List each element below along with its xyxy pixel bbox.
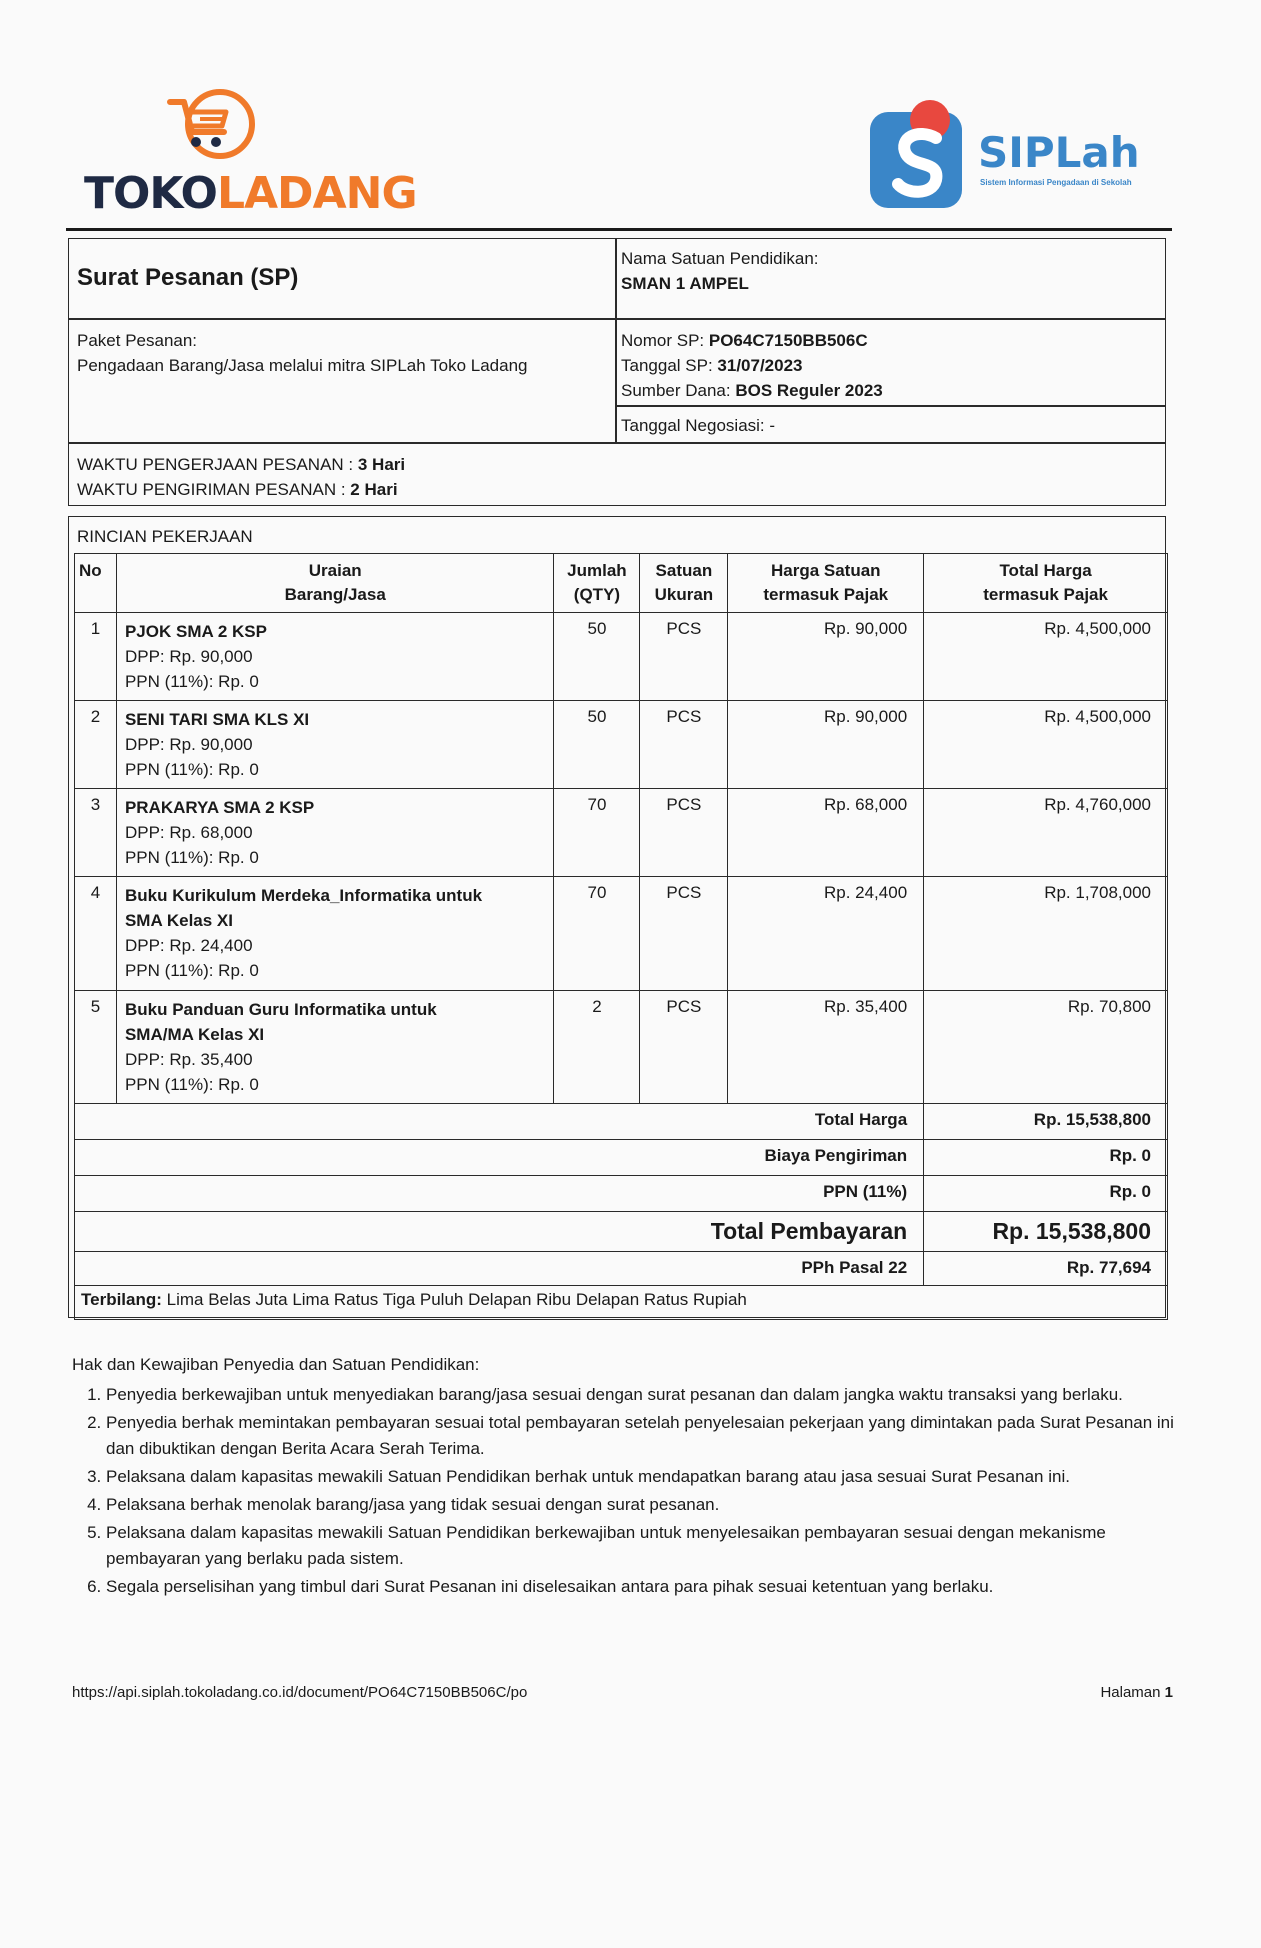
summary-value: Rp. 15,538,800 bbox=[924, 1212, 1168, 1252]
summary-pph bbox=[75, 1252, 1168, 1286]
list-item: 3. Pelaksana dalam kapasitas mewakili Satuan Pendidikan berhak untuk mendapatkan barang atau jasa sesuai Surat Pesanan ini. bbox=[106, 1464, 1182, 1490]
col-harga: Harga Satuan termasuk Pajak bbox=[728, 554, 924, 613]
row-price: Rp. 24,400 bbox=[728, 877, 924, 991]
sumber-dana: Sumber Dana: BOS Reguler 2023 bbox=[621, 381, 883, 400]
package-label: Paket Pesanan: bbox=[77, 331, 198, 350]
row-qty: 2 bbox=[554, 991, 640, 1104]
col-qty: Jumlah (QTY) bbox=[554, 554, 640, 613]
school-label: Nama Satuan Pendidikan: bbox=[621, 249, 819, 268]
col-no: No bbox=[75, 554, 117, 613]
row-price: Rp. 90,000 bbox=[728, 701, 924, 789]
row-total: Rp. 70,800 bbox=[924, 991, 1168, 1104]
row-qty: 50 bbox=[554, 701, 640, 789]
row-unit: PCS bbox=[640, 613, 728, 701]
page-number: Halaman 1 bbox=[1100, 1684, 1173, 1701]
row-price: Rp. 90,000 bbox=[728, 613, 924, 701]
package-value: Pengadaan Barang/Jasa melalui mitra SIPLah Toko Ladang bbox=[77, 356, 528, 375]
col-satuan: Satuan Ukuran bbox=[640, 554, 728, 613]
waktu-pengerjaan: WAKTU PENGERJAAN PESANAN : 3 Hari bbox=[77, 455, 406, 474]
box-divider bbox=[615, 319, 617, 443]
row-item: SENI TARI SMA KLS XI DPP: Rp. 90,000 PPN (11%): Rp. 0 bbox=[116, 701, 554, 789]
table-row bbox=[75, 877, 1168, 991]
summary-total-harga bbox=[75, 1104, 1168, 1140]
table-row bbox=[75, 613, 1168, 701]
row-unit: PCS bbox=[640, 701, 728, 789]
row-no: 2 bbox=[75, 701, 117, 789]
row-no: 4 bbox=[75, 877, 117, 991]
siplah-mark-icon bbox=[870, 98, 970, 210]
row-item: PJOK SMA 2 KSP DPP: Rp. 90,000 PPN (11%): Rp. 0 bbox=[116, 613, 554, 701]
list-item: 4. Pelaksana berhak menolak barang/jasa yang tidak sesuai dengan surat pesanan. bbox=[106, 1492, 1182, 1518]
row-no: 5 bbox=[75, 991, 117, 1104]
list-item: 1. Penyedia berkewajiban untuk menyediakan barang/jasa sesuai dengan surat pesanan dan dalam jangka waktu transaksi yang berlaku. bbox=[106, 1382, 1182, 1408]
col-total: Total Harga termasuk Pajak bbox=[924, 554, 1168, 613]
row-qty: 70 bbox=[554, 789, 640, 877]
box-divider bbox=[615, 405, 1165, 407]
summary-total-pembayaran bbox=[75, 1212, 1168, 1252]
rights-section bbox=[72, 1352, 1182, 1602]
row-total: Rp. 1,708,000 bbox=[924, 877, 1168, 991]
row-total: Rp. 4,500,000 bbox=[924, 613, 1168, 701]
items-table bbox=[74, 553, 1168, 1320]
siplah-tagline: Sistem Informasi Pengadaan di Sekolah bbox=[980, 178, 1132, 187]
box-divider bbox=[615, 239, 617, 319]
order-info-box bbox=[68, 318, 1166, 444]
row-price: Rp. 68,000 bbox=[728, 789, 924, 877]
summary-value: Rp. 0 bbox=[924, 1140, 1168, 1176]
row-qty: 70 bbox=[554, 877, 640, 991]
list-item: 6. Segala perselisihan yang timbul dari Surat Pesanan ini diselesaikan antara para pihak sesuai ketentuan yang berlaku. bbox=[106, 1574, 1182, 1600]
tanggal-sp: Tanggal SP: 31/07/2023 bbox=[621, 356, 803, 375]
document-url: https://api.siplah.tokoladang.co.id/document/PO64C7150BB506C/po bbox=[72, 1684, 528, 1701]
row-item: Buku Panduan Guru Informatika untuk SMA/MA Kelas XI DPP: Rp. 35,400 PPN (11%): Rp. 0 bbox=[116, 991, 554, 1104]
timeline-box bbox=[68, 442, 1166, 506]
rights-list bbox=[72, 1382, 1182, 1600]
school-value: SMAN 1 AMPEL bbox=[621, 274, 749, 293]
summary-label: Biaya Pengiriman bbox=[75, 1140, 924, 1176]
tanggal-negosiasi: Tanggal Negosiasi: - bbox=[621, 416, 776, 435]
tokoladang-wordmark: TOKOLADANG bbox=[84, 168, 417, 219]
summary-label: Total Harga bbox=[75, 1104, 924, 1140]
col-uraian: Uraian Barang/Jasa bbox=[116, 554, 554, 613]
table-row bbox=[75, 789, 1168, 877]
summary-ppn bbox=[75, 1176, 1168, 1212]
summary-terbilang bbox=[75, 1286, 1168, 1320]
row-qty: 50 bbox=[554, 613, 640, 701]
section-title: RINCIAN PEKERJAAN bbox=[77, 527, 253, 546]
row-no: 1 bbox=[75, 613, 117, 701]
list-item: 2. Penyedia berhak memintakan pembayaran sesuai total pembayaran setelah penyelesaian pekerjaan yang dimintakan pada Surat Pesanan ini dan dibuktikan dengan Berita Acara Serah Terima. bbox=[106, 1410, 1182, 1462]
terbilang-cell: Terbilang: Lima Belas Juta Lima Ratus Tiga Puluh Delapan Ribu Delapan Ratus Rupiah bbox=[75, 1286, 1168, 1320]
row-total: Rp. 4,760,000 bbox=[924, 789, 1168, 877]
row-total: Rp. 4,500,000 bbox=[924, 701, 1168, 789]
list-item: 5. Pelaksana dalam kapasitas mewakili Satuan Pendidikan berkewajiban untuk menyelesaikan pembayaran sesuai dengan mekanisme pembayaran yang berlaku pada sistem. bbox=[106, 1520, 1182, 1572]
row-price: Rp. 35,400 bbox=[728, 991, 924, 1104]
summary-value: Rp. 0 bbox=[924, 1176, 1168, 1212]
summary-value: Rp. 15,538,800 bbox=[924, 1104, 1168, 1140]
shopping-cart-logo-icon bbox=[166, 88, 266, 168]
header-rule bbox=[66, 228, 1172, 231]
summary-label: PPN (11%) bbox=[75, 1176, 924, 1212]
row-unit: PCS bbox=[640, 789, 728, 877]
row-item: PRAKARYA SMA 2 KSP DPP: Rp. 68,000 PPN (11%): Rp. 0 bbox=[116, 789, 554, 877]
nomor-sp: Nomor SP: PO64C7150BB506C bbox=[621, 331, 868, 350]
table-row bbox=[75, 701, 1168, 789]
tokoladang-logo bbox=[84, 88, 417, 219]
row-unit: PCS bbox=[640, 991, 728, 1104]
row-no: 3 bbox=[75, 789, 117, 877]
row-unit: PCS bbox=[640, 877, 728, 991]
siplah-wordmark: SIPLah bbox=[978, 128, 1140, 177]
row-item: Buku Kurikulum Merdeka_Informatika untuk SMA Kelas XI DPP: Rp. 24,400 PPN (11%): Rp. 0 bbox=[116, 877, 554, 991]
siplah-logo bbox=[870, 98, 1170, 214]
summary-biaya-pengiriman bbox=[75, 1140, 1168, 1176]
title-box bbox=[68, 238, 1166, 320]
summary-value: Rp. 77,694 bbox=[924, 1252, 1168, 1286]
rights-title: Hak dan Kewajiban Penyedia dan Satuan Pendidikan: bbox=[72, 1355, 480, 1374]
waktu-pengiriman: WAKTU PENGIRIMAN PESANAN : 2 Hari bbox=[77, 480, 398, 499]
summary-label: PPh Pasal 22 bbox=[75, 1252, 924, 1286]
table-header-row bbox=[75, 554, 1168, 613]
table-row bbox=[75, 991, 1168, 1104]
summary-label: Total Pembayaran bbox=[75, 1212, 924, 1252]
page-title: Surat Pesanan (SP) bbox=[77, 264, 299, 291]
